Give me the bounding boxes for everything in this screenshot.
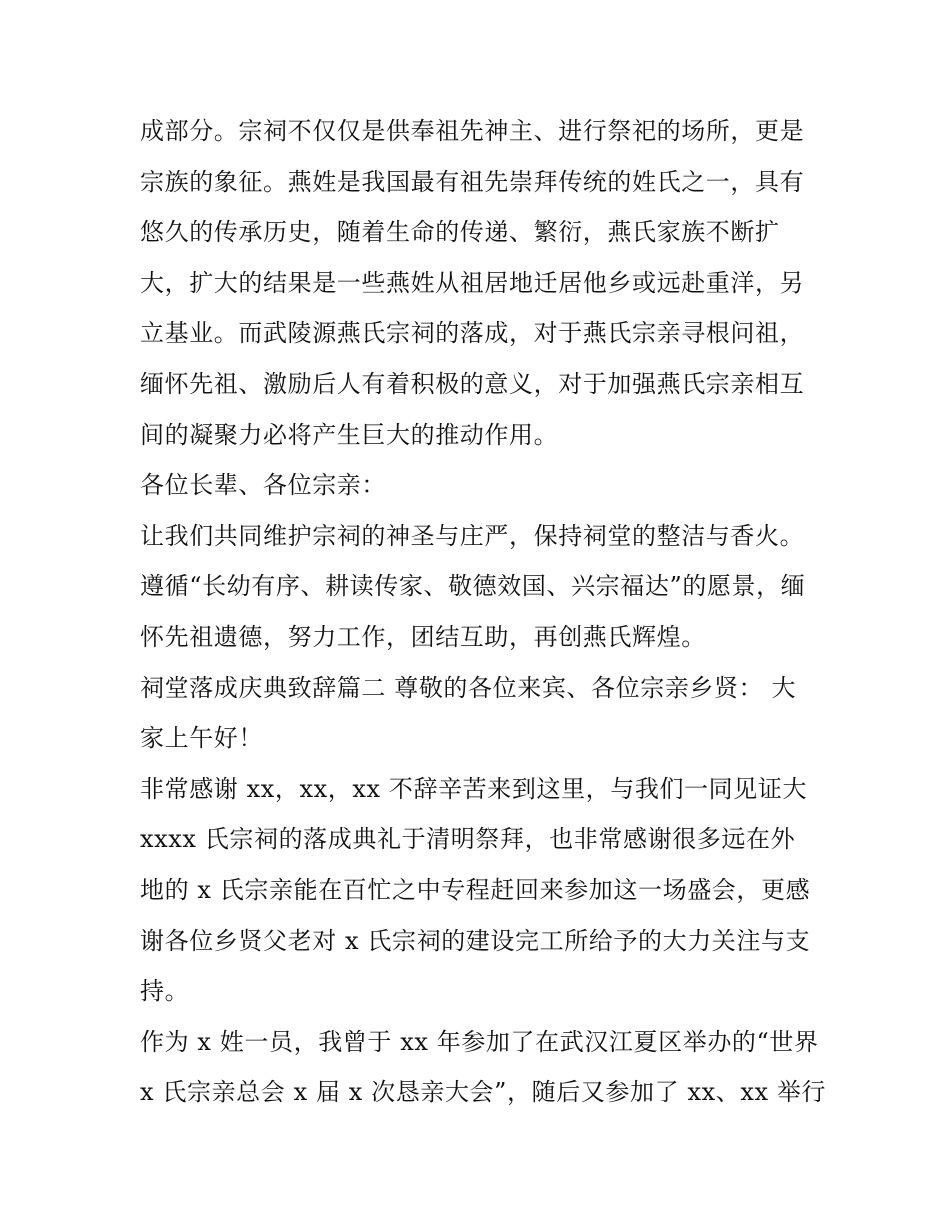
text-line: 怀先祖遗德，努力工作，团结互助，再创燕氏辉煌。	[140, 622, 706, 651]
text-line: 缅怀先祖、激励后人有着积极的意义，对于加强燕氏宗亲相互	[140, 369, 805, 398]
text-line: 持。	[140, 977, 190, 1006]
text-line: 谢各位乡贤父老对 x 氏宗祠的建设完工所给予的大力关注与支	[140, 926, 811, 955]
text-line: 宗族的象征。燕姓是我国最有祖先崇拜传统的姓氏之一，具有	[140, 167, 805, 196]
text-line: 让我们共同维护宗祠的神圣与庄严，保持祠堂的整洁与香火。	[140, 521, 805, 550]
text-line: 遵循“长幼有序、耕读传家、敬德效国、兴宗福达”的愿景，缅	[140, 572, 806, 601]
text-line: 作为 x 姓一员，我曾于 xx 年参加了在武汉江夏区举办的“世界	[140, 1027, 819, 1056]
text-line: 祠堂落成庆典致辞篇二 尊敬的各位来宾、各位宗亲乡贤： 大	[140, 673, 797, 702]
text-line: 家上午好！	[140, 724, 263, 753]
document-body	[140, 106, 827, 1118]
text-line: 非常感谢 xx，xx，xx 不辞辛苦来到这里，与我们一同见证大	[140, 774, 808, 803]
text-line: 悠久的传承历史，随着生命的传递、繁衍，燕氏家族不断扩	[140, 218, 780, 247]
text-line: 间的凝聚力必将产生巨大的推动作用。	[140, 420, 559, 449]
text-line: 各位长辈、各位宗亲：	[140, 471, 386, 500]
text-line: xxxx 氏宗祠的落成典礼于清明祭拜，也非常感谢很多远在外	[140, 825, 796, 854]
text-line: 立基业。而武陵源燕氏宗祠的落成，对于燕氏宗亲寻根问祖，	[140, 319, 805, 348]
text-line: 地的 x 氏宗亲能在百忙之中专程赶回来参加这一场盛会，更感	[140, 875, 811, 904]
text-line: 成部分。宗祠不仅仅是供奉祖先神主、进行祭祀的场所，更是	[140, 117, 805, 145]
text-line: x 氏宗亲总会 x 届 x 次恳亲大会”，随后又参加了 xx、xx 举行	[140, 1078, 827, 1107]
text-line: 大，扩大的结果是一些燕姓从祖居地迁居他乡或远赴重洋，另	[140, 268, 805, 297]
